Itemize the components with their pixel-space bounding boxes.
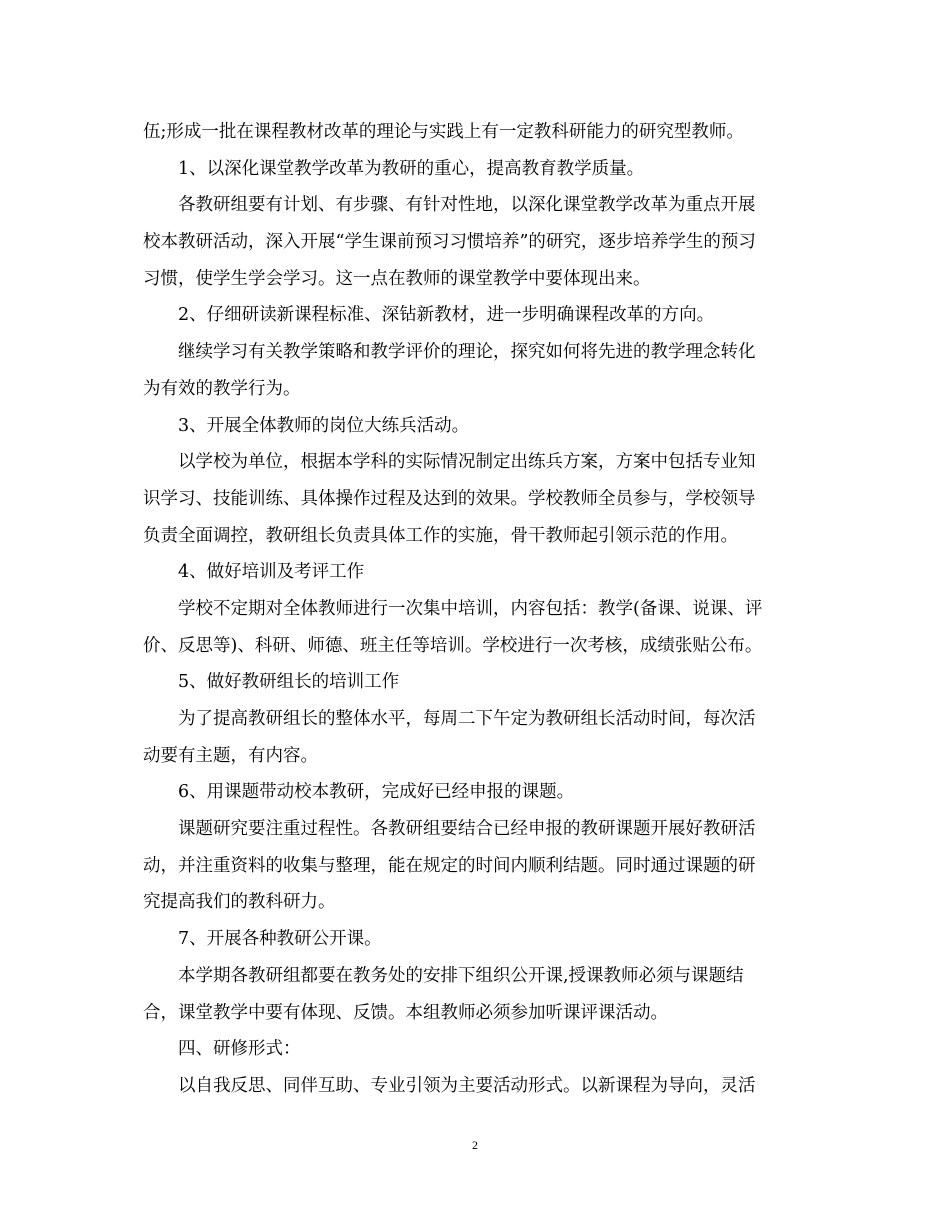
paragraph-line: 识学习、技能训练、具体操作过程及达到的效果。学校教师全员参与，学校领导: [143, 488, 756, 509]
paragraph-line: 各教研组要有计划、有步骤、有针对性地，以深化课堂教学改革为重点开展: [178, 195, 756, 216]
page-number: 2: [472, 1138, 478, 1152]
item-heading: 4、做好培训及考评工作: [178, 562, 365, 583]
item-heading: 3、开展全体教师的岗位大练兵活动。: [178, 415, 470, 436]
paragraph-line: 负责全面调控，教研组长负责具体工作的实施，骨干教师起引领示范的作用。: [143, 525, 738, 546]
item-heading: 5、做好教研组长的培训工作: [178, 672, 400, 693]
item-heading: 7、开展各种教研公开课。: [178, 929, 382, 950]
section-heading: 四、研修形式：: [178, 1039, 301, 1060]
item-heading: 6、用课题带动校本教研，完成好已经申报的课题。: [178, 782, 575, 803]
paragraph-line: 学校不定期对全体教师进行一次集中培训，内容包括：教学(备课、说课、评: [178, 598, 763, 619]
paragraph-line: 继续学习有关教学策略和教学评价的理论，探究如何将先进的教学理念转化: [178, 342, 756, 363]
item-heading: 2、仔细研读新课程标准、深钻新教材，进一步明确课程改革的方向。: [178, 305, 715, 326]
paragraph-line: 价、反思等)、科研、师德、班主任等培训。学校进行一次考核，成绩张贴公布。: [143, 635, 763, 656]
paragraph-line: 究提高我们的教科研力。: [143, 892, 336, 913]
paragraph-line: 课题研究要注重过程性。各教研组要结合已经申报的教研课题开展好教研活: [178, 819, 756, 840]
paragraph-line: 以学校为单位，根据本学科的实际情况制定出练兵方案，方案中包括专业知: [178, 452, 756, 473]
paragraph-line: 为有效的教学行为。: [143, 378, 301, 399]
document-body: [143, 114, 808, 1105]
item-heading: 1、以深化课堂教学改革为教研的重心，提高教育教学质量。: [178, 158, 645, 179]
paragraph-line: 为了提高教研组长的整体水平，每周二下午定为教研组长活动时间，每次活: [178, 709, 756, 729]
paragraph-line: 习惯，使学生学会学习。这一点在教师的课堂教学中要体现出来。: [143, 268, 651, 289]
text-line: 伍;形成一批在课程教材改革的理论与实践上有一定教科研能力的研究型教师。: [143, 122, 744, 142]
paragraph-line: 动要有主题，有内容。: [143, 745, 318, 766]
paragraph-line: 动，并注重资料的收集与整理，能在规定的时间内顺利结题。同时通过课题的研: [143, 855, 756, 876]
paragraph-line: 校本教研活动，深入开展“学生课前预习习惯培养”的研究，逐步培养学生的预习: [143, 232, 756, 253]
paragraph-line: 合，课堂教学中要有体现、反馈。本组教师必须参加听课评课活动。: [143, 1002, 668, 1023]
paragraph-line: 本学期各教研组都要在教务处的安排下组织公开课,授课教师必须与课题结: [178, 965, 744, 986]
paragraph-line: 以自我反思、同伴互助、专业引领为主要活动形式。以新课程为导向，灵活: [178, 1075, 756, 1096]
